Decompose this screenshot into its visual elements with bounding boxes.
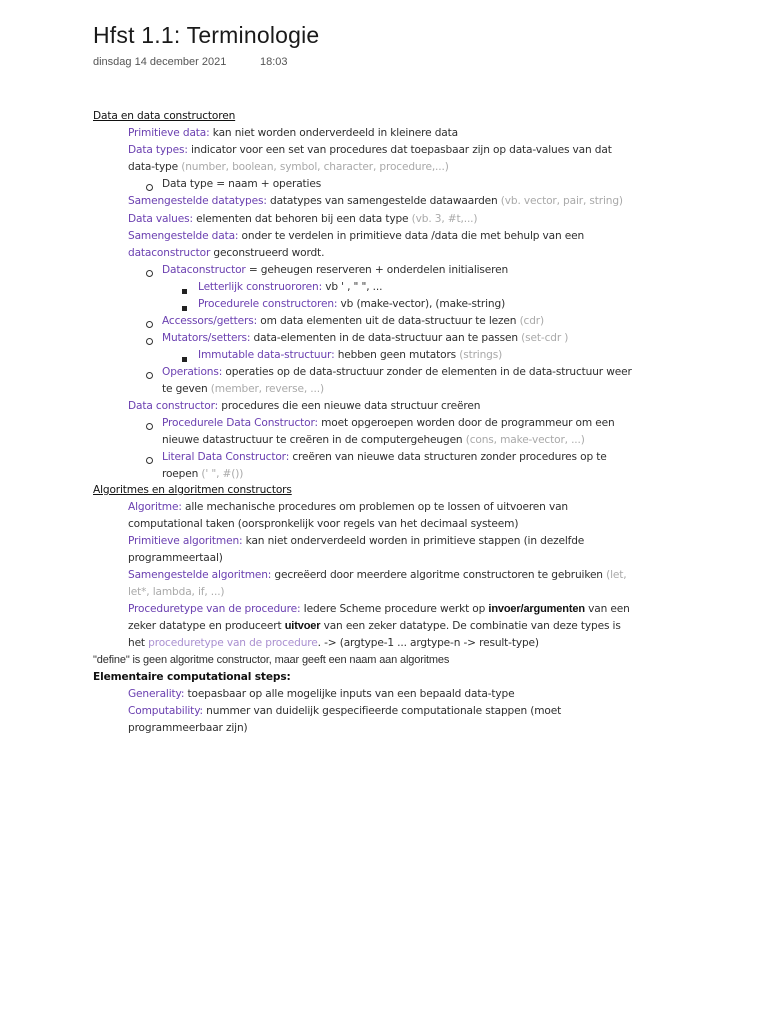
term-text: zeker datatype en produceert	[128, 620, 285, 632]
term-label: Samengestelde algoritmen:	[128, 569, 272, 581]
list-item-continued	[128, 245, 324, 262]
term-label: Algoritme:	[128, 501, 182, 513]
list-item	[162, 449, 607, 466]
term-text: Data type = naam + operaties	[162, 178, 322, 190]
list-item	[128, 228, 584, 245]
term-text: procedures die een nieuwe data structuur creëren	[218, 400, 481, 412]
list-item	[128, 211, 477, 228]
note-time: 18:03	[260, 56, 288, 68]
term-label: Procedurele Data Constructor:	[162, 417, 318, 429]
term-label: Primitieve algoritmen:	[128, 535, 243, 547]
example-text: (vb. 3, #t,...)	[408, 213, 478, 225]
list-item-continued	[128, 618, 621, 635]
term-text: data-type	[128, 161, 178, 173]
term-label: Accessors/getters:	[162, 315, 258, 327]
term-text: moet opgeroepen worden door de programmeur om een	[317, 417, 615, 429]
example-text: let*, lambda, if, ...)	[128, 586, 225, 598]
term-text: van een	[584, 603, 630, 615]
example-text: (' ", #())	[198, 468, 244, 480]
term-label: Data values:	[128, 213, 193, 225]
page-title: Hfst 1.1: Terminologie	[93, 22, 320, 48]
bold-text: invoer/argumenten	[488, 603, 585, 615]
term-text: nieuwe datastructuur te creëren in de computergeheugen	[162, 434, 463, 446]
list-item	[162, 176, 321, 193]
term-text: geconstrueerd wordt.	[210, 247, 325, 259]
list-item	[128, 142, 612, 159]
section-heading-data: Data en data constructoren	[93, 110, 236, 122]
term-label: Literal Data Constructor:	[162, 451, 290, 463]
term-text: elementen dat behoren bij een data type	[192, 213, 409, 225]
list-item-continued	[128, 550, 223, 567]
term-text: om data elementen uit de data-structuur te lezen	[257, 315, 517, 327]
term-text: onder te verdelen in primitieve data /data die met behulp van een	[238, 230, 585, 242]
term-text: het	[128, 637, 149, 649]
hollow-bullet-icon	[146, 335, 153, 352]
list-item-continued	[128, 635, 539, 652]
bold-text: uitvoer	[284, 620, 321, 632]
term-label: Operations:	[162, 366, 223, 378]
term-label: Generality:	[128, 688, 185, 700]
term-text: toepasbaar op alle mogelijke inputs van een bepaald data-type	[184, 688, 515, 700]
term-text: computational taken (oorspronkelijk voor regels van het decimaal systeem)	[128, 518, 519, 530]
term-label: Data constructor:	[128, 400, 219, 412]
highlight-text: proceduretype van de procedure	[148, 637, 318, 649]
section-heading-steps: Elementaire computational steps:	[93, 671, 291, 683]
hollow-bullet-icon	[146, 454, 153, 471]
section-heading-algorithms: Algoritmes en algoritmen constructors	[93, 484, 292, 496]
term-text: kan niet onderverdeeld worden in primitieve stappen (in dezelfde	[242, 535, 585, 547]
term-label: Samengestelde data:	[128, 230, 239, 242]
term-text: van een zeker datatype. De combinatie van deze types is	[320, 620, 621, 632]
term-text: operaties op de data-structuur zonder de elementen in de data-structuur weer	[222, 366, 632, 378]
list-item	[162, 330, 568, 347]
list-item	[128, 398, 480, 415]
term-label: Computability:	[128, 705, 203, 717]
example-text: (let,	[602, 569, 627, 581]
term-text: indicator voor een set van procedures dat toepasbaar zijn op data-values van dat	[187, 144, 612, 156]
term-text: kan niet worden onderverdeeld in kleinere data	[209, 127, 458, 139]
term-text: data-elementen in de data-structuur aan te passen	[250, 332, 518, 344]
list-item	[198, 296, 505, 313]
term-label: Letterlijk construorоren:	[198, 281, 323, 293]
term-label: Immutable data-structuur:	[198, 349, 335, 361]
hollow-bullet-icon	[146, 369, 153, 386]
hollow-bullet-icon	[146, 318, 153, 335]
example-text: (cdr)	[516, 315, 544, 327]
example-text: (vb. vector, pair, string)	[497, 195, 623, 207]
term-label: dataconstructor	[128, 247, 211, 259]
list-item	[128, 499, 568, 516]
term-text: creëren van nieuwe data structuren zonder procedures op te	[289, 451, 607, 463]
example-text: (cons, make-vector, ...)	[462, 434, 585, 446]
term-text: te geven	[162, 383, 208, 395]
term-text: nummer van duidelijk gespecifieerde computationale stappen (moet	[202, 705, 562, 717]
term-label: Primitieve data:	[128, 127, 210, 139]
term-text: alle mechanische procedures om problemen op te lossen of uitvoeren van	[181, 501, 568, 513]
hollow-bullet-icon	[146, 267, 153, 284]
list-item	[128, 567, 626, 584]
list-item-continued	[162, 466, 243, 483]
square-bullet-icon	[182, 284, 187, 301]
example-text: (set-cdr )	[517, 332, 569, 344]
list-item	[198, 279, 382, 296]
term-text: vb (make-vector), (make-string)	[337, 298, 506, 310]
list-item-continued	[162, 381, 324, 398]
list-item	[128, 703, 561, 720]
list-item	[128, 686, 514, 703]
list-item	[162, 415, 615, 432]
list-item	[128, 193, 623, 210]
list-item	[198, 347, 502, 364]
term-text: Iedere Scheme procedure werkt op	[300, 603, 489, 615]
term-text: programmeerbaar zijn)	[128, 722, 248, 734]
note-date: dinsdag 14 december 2021	[93, 56, 227, 68]
term-label: Proceduretype van de procedure:	[128, 603, 301, 615]
example-text: (strings)	[456, 349, 503, 361]
list-item-continued	[128, 720, 248, 737]
term-text: datatypes van samengestelde datawaarden	[266, 195, 498, 207]
plain-text: "define" is geen algoritme constructor, maar geeft een naam aan algoritmes	[93, 654, 450, 666]
term-label: Data types:	[128, 144, 188, 156]
example-text: (member, reverse, ...)	[207, 383, 324, 395]
note-line	[93, 652, 449, 669]
term-text: vb ' , " ", ...	[322, 281, 383, 293]
list-item	[162, 313, 544, 330]
list-item-continued	[128, 159, 449, 176]
term-text: gecreëerd door meerdere algoritme constructoren te gebruiken	[271, 569, 603, 581]
term-label: Dataconstructor	[162, 264, 246, 276]
list-item-continued	[128, 516, 518, 533]
term-label: Samengestelde datatypes:	[128, 195, 267, 207]
example-text: (number, boolean, symbol, character, procedure,...)	[178, 161, 449, 173]
list-item-continued	[128, 584, 224, 601]
list-item	[128, 533, 584, 550]
term-text: = geheugen reserveren + onderdelen initialiseren	[245, 264, 509, 276]
term-text: roepen	[162, 468, 199, 480]
list-item-continued	[162, 432, 585, 449]
term-label: Mutators/setters:	[162, 332, 251, 344]
term-text: . -> (argtype-1 ... argtype-n -> result-type)	[317, 637, 539, 649]
list-item	[162, 262, 508, 279]
list-item	[162, 364, 632, 381]
term-label: Procedurele constructoren:	[198, 298, 338, 310]
list-item	[128, 601, 630, 618]
term-text: programmeertaal)	[128, 552, 223, 564]
hollow-bullet-icon	[146, 420, 153, 437]
list-item	[128, 125, 458, 142]
term-text: hebben geen mutators	[334, 349, 457, 361]
